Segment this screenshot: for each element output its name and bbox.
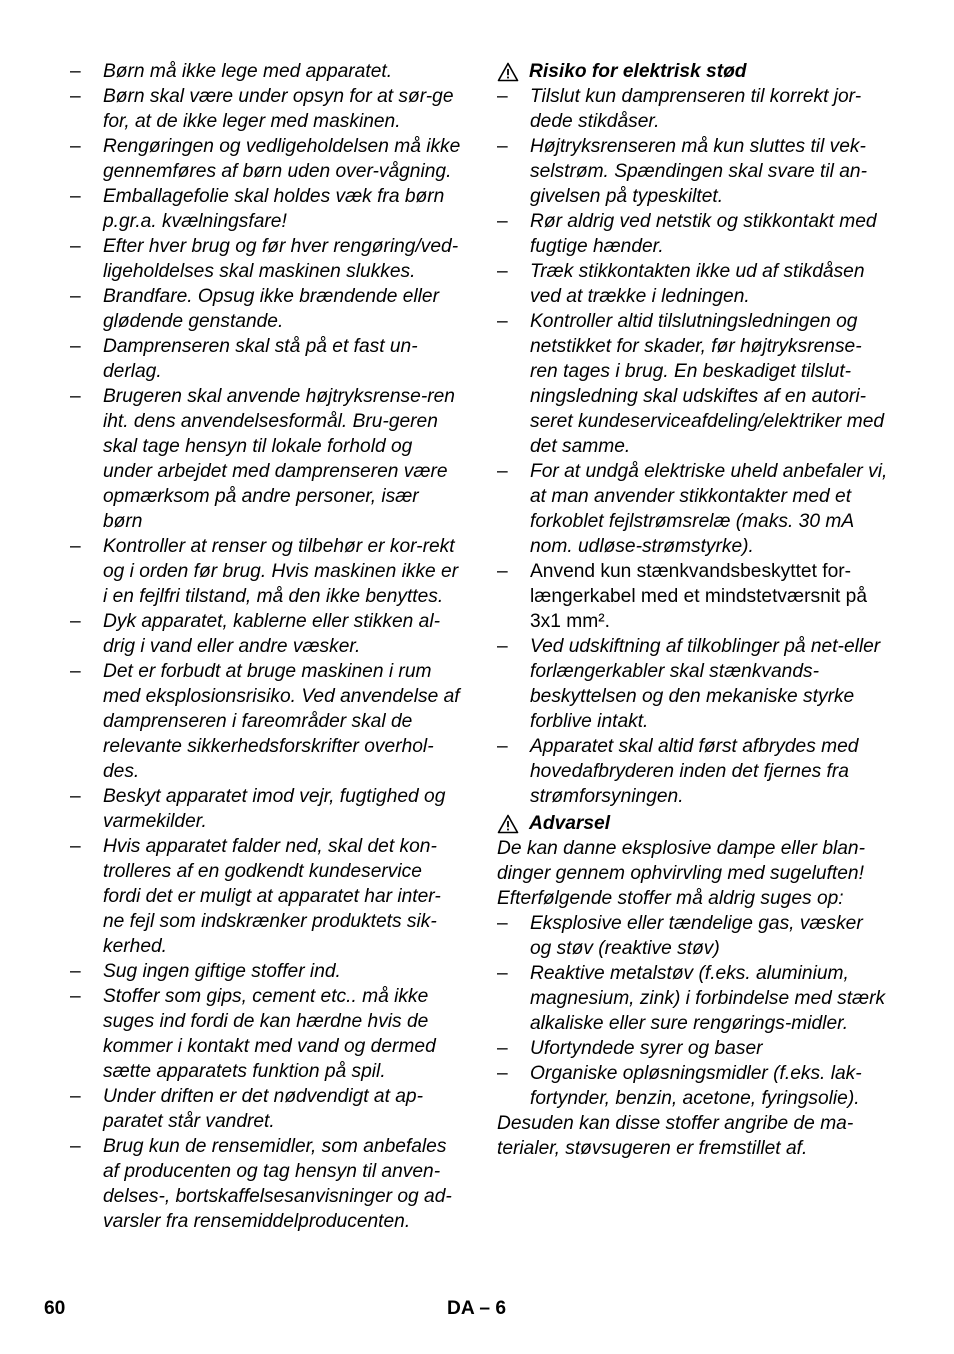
list-item: – Reaktive metalstøv (f.eks. aluminium, magnesium, zink) i forbindelse med stærk alkaliske eller sure rengørings-midler. [497,961,889,1036]
list-item: – Brug kun de rensemidler, som anbefales af producenten og tag hensyn til anven-delses-, bortskaffelsesanvisninger og ad-varsler fra rensemiddelproducenten. [70,1134,462,1234]
warning-heading [497,811,889,836]
list-item: – Kontroller at renser og tilbehør er kor-rekt og i orden før brug. Hvis maskinen ikke er i en fejlfri tilstand, må den ikke benyttes. [70,534,462,609]
electric-list [497,84,889,809]
list-item: – Efter hver brug og før hver rengøring/ved-ligeholdelses skal maskinen slukkes. [70,234,462,284]
left-column [70,59,462,1234]
right-column [497,59,889,1161]
electric-heading-text: Risiko for elektrisk stød [529,61,747,82]
list-item: – Ved udskiftning af tilkoblinger på net-eller forlængerkabler skal stænkvands-beskyttelsen og den mekaniske styrke forblive intakt. [497,634,889,734]
warning-list [497,911,889,1111]
list-item: – Tilslut kun damprenseren til korrekt jor-dede stikdåser. [497,84,889,134]
list-item: – Træk stikkontakten ikke ud af stikdåsen ved at trække i ledningen. [497,259,889,309]
warning-outro: Desuden kan disse stoffer angribe de ma-terialer, støvsugeren er fremstillet af. [497,1113,854,1159]
list-item: – Beskyt apparatet imod vejr, fugtighed og varmekilder. [70,784,462,834]
list-item: – Børn må ikke lege med apparatet. [70,59,462,84]
list-item: – Børn skal være under opsyn for at sør-ge for, at de ikke leger med maskinen. [70,84,462,134]
list-item: – Det er forbudt at bruge maskinen i rum med eksplosionsrisiko. Ved anvendelse af damprenseren i fareområder skal de relevante sikkerhedsforskrifter overhol-des. [70,659,462,784]
list-item: – Under driften er det nødvendigt at ap-paratet står vandret. [70,1084,462,1134]
list-item: – Højtryksrenseren må kun sluttes til vek-selstrøm. Spændingen skal svare til an-givelsen på typeskiltet. [497,134,889,209]
list-item: – Anvend kun stænkvandsbeskyttet for-længerkabel med et mindstetværsnit på 3x1 mm². [497,559,889,634]
safety-list [70,59,462,1234]
list-item: – Rør aldrig ved netstik og stikkontakt med fugtige hænder. [497,209,889,259]
page-number: 60 [44,1298,66,1319]
list-item: – Ufortyndede syrer og baser [497,1036,889,1061]
list-item: – Sug ingen giftige stoffer ind. [70,959,462,984]
list-item: – Rengøringen og vedligeholdelsen må ikke gennemføres af børn uden over-vågning. [70,134,462,184]
list-item: – Emballagefolie skal holdes væk fra børn p.gr.a. kvælningsfare! [70,184,462,234]
section-label: DA – 6 [447,1298,507,1319]
list-item: – Hvis apparatet falder ned, skal det kon-trolleres af en godkendt kundeservice fordi det er muligt at apparatet har inter-ne fejl som indskrænker produktets sik-kerhed. [70,834,462,959]
warning-triangle-icon [497,62,519,82]
list-item: – Brugeren skal anvende højtryksrense-ren iht. dens anvendelsesformål. Bru-geren skal tage hensyn til lokale forhold og under arbejdet med damprenseren være opmærksom på andre personer, især børn [70,384,462,534]
list-item: – Dyk apparatet, kablerne eller stikken al-drig i vand eller andre væsker. [70,609,462,659]
electric-heading [497,59,889,84]
warning-triangle-icon [497,814,519,834]
list-item: – Eksplosive eller tændelige gas, væsker og støv (reaktive støv) [497,911,889,961]
list-item: – Organiske opløsningsmidler (f.eks. lak-fortynder, benzin, acetone, fyringsolie). [497,1061,889,1111]
list-item: – Damprenseren skal stå på et fast un-derlag. [70,334,462,384]
list-item: – Stoffer som gips, cement etc.. må ikke suges ind fordi de kan hærdne hvis de kommer i kontakt med vand og dermed sætte apparatets funktion på spil. [70,984,462,1084]
list-item: – Apparatet skal altid først afbrydes med hovedafbryderen inden det fjernes fra strømforsyningen. [497,734,889,809]
warning-intro: De kan danne eksplosive dampe eller blan-dinger gennem ophvirvling med sugeluften! Efterfølgende stoffer må aldrig suges op: [497,838,865,909]
list-item: – For at undgå elektriske uheld anbefaler vi, at man anvender stikkontakter med et forkoblet fejlstrømsrelæ (maks. 30 mA nom. udløse-strømstyrke). [497,459,889,559]
list-item: – Brandfare. Opsug ikke brændende eller glødende genstande. [70,284,462,334]
list-item: – Kontroller altid tilslutningsledningen og netstikket for skader, før højtryksrense-ren tages i brug. En beskadiget tilslut-ningsledning skal udskiftes af en autori-seret kundeserviceafdeling/elektriker med det samme. [497,309,889,459]
warning-heading-text: Advarsel [529,813,611,834]
